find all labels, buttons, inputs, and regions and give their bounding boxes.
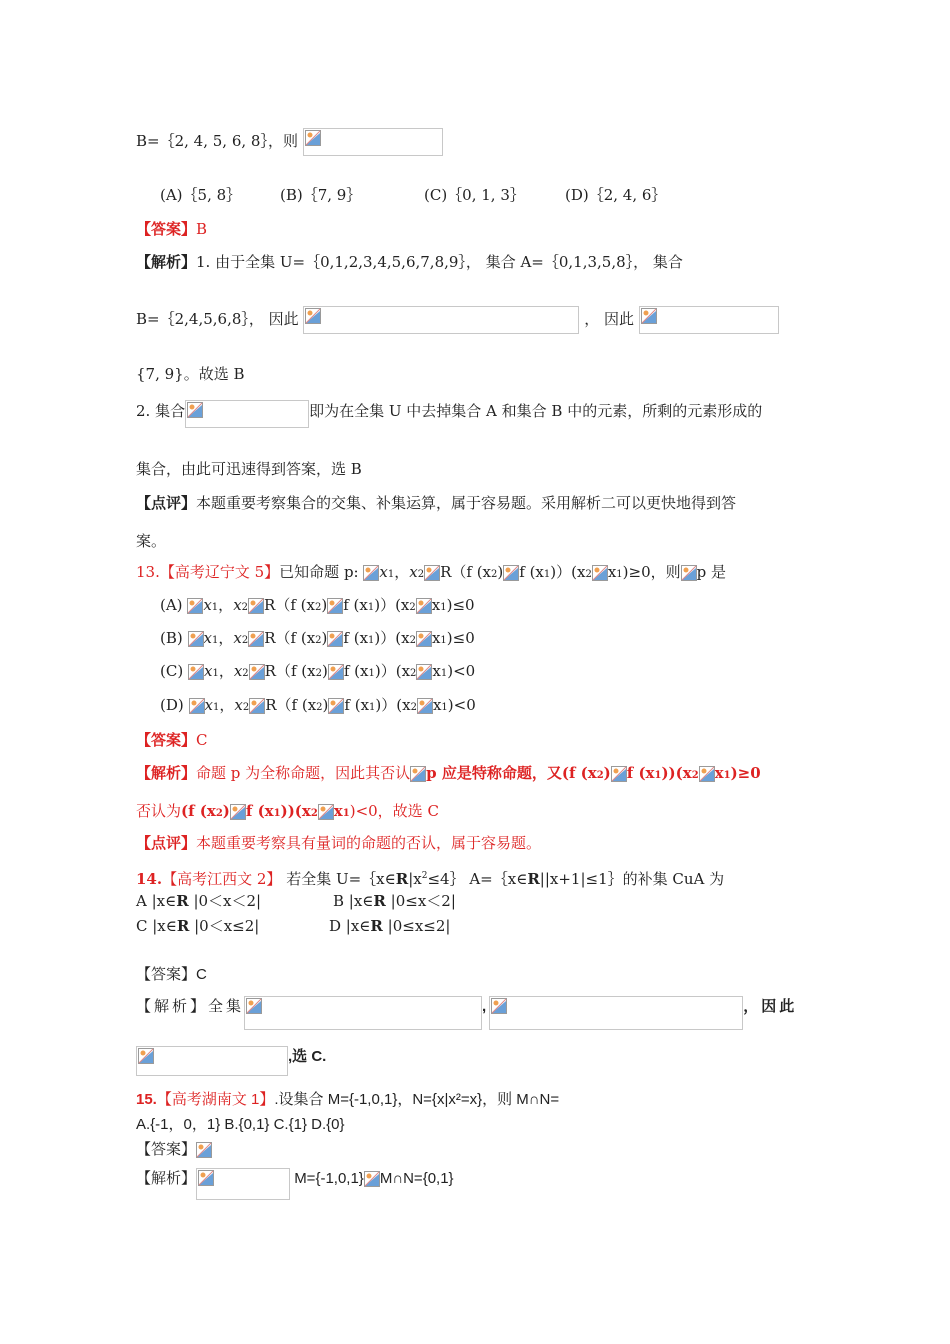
broken-image-icon <box>503 565 519 581</box>
broken-image-icon <box>196 1142 212 1158</box>
subscript: 1 <box>616 569 623 580</box>
expr: ) <box>321 629 328 647</box>
q14-option-a <box>136 890 261 912</box>
broken-image-icon <box>249 664 265 680</box>
broken-image-icon <box>491 998 507 1014</box>
set-r: R <box>527 870 540 888</box>
formula-image-placeholder <box>639 306 779 334</box>
expr: （f (x <box>275 596 315 614</box>
q13-analysis-1 <box>136 762 761 787</box>
formula-image-placeholder <box>303 306 579 334</box>
punct: ， <box>218 629 234 647</box>
q14-analysis <box>136 996 797 1030</box>
expr: ≥0，则 <box>628 563 681 581</box>
expr: ≤0 <box>452 596 475 614</box>
broken-image-icon <box>416 631 432 647</box>
subscript: 1 <box>367 602 375 613</box>
superscript: 2 <box>421 871 428 881</box>
expr: ) <box>321 596 328 614</box>
expr: f (x <box>519 563 544 581</box>
q13-answer <box>136 729 208 751</box>
q12-option-b: (B)｛7, 9｝ <box>280 186 362 204</box>
question-source: 【高考湖南文 1】 <box>156 1091 275 1108</box>
punct: ， <box>218 596 234 614</box>
analysis-text: ,选 C. <box>288 1048 327 1065</box>
expr: f (x <box>626 764 655 782</box>
broken-image-icon <box>198 1170 214 1186</box>
q14-answer <box>136 964 207 986</box>
set-r: R <box>176 892 189 910</box>
stem-text: ||x+1|≤1｝的补集 CuA 为 <box>539 870 725 888</box>
subscript: 1 <box>368 635 375 646</box>
answer-label: 【答案】 <box>136 1141 197 1158</box>
q13-option-a <box>160 594 475 619</box>
subscript: 1 <box>212 668 219 679</box>
option-label: (D) <box>160 696 184 714</box>
expr: x <box>333 802 343 820</box>
subscript: 1 <box>441 702 448 713</box>
stem-text: 若全集 U=｛x∈ <box>286 870 396 888</box>
expr: f (x <box>245 802 274 820</box>
punct: ， <box>394 563 410 581</box>
q14-stem <box>136 865 724 890</box>
broken-image-icon <box>410 766 426 782</box>
expr: f (x <box>343 662 369 680</box>
var-x: x <box>203 629 212 647</box>
q14-option-c <box>136 915 259 937</box>
subscript: 2 <box>596 770 604 781</box>
expr: )≥0 <box>730 764 761 782</box>
q12-analysis-p1 <box>136 251 683 273</box>
q13-option-b <box>160 627 475 652</box>
analysis-text: )<0，故选 C <box>349 802 439 820</box>
expr: (f (x <box>561 764 597 782</box>
subscript: 2 <box>310 808 318 819</box>
formula-image-placeholder <box>185 400 309 428</box>
comment-label: 【点评】 <box>136 834 197 852</box>
expr: ))(x <box>661 764 692 782</box>
var-x: x <box>432 662 441 680</box>
broken-image-icon <box>248 598 264 614</box>
broken-image-icon <box>187 598 203 614</box>
var-x: x <box>379 563 388 581</box>
expr: (f (x <box>181 802 216 820</box>
q13-comment <box>136 832 541 854</box>
expr: ) <box>446 629 453 647</box>
broken-image-icon <box>611 766 627 782</box>
set-r: R <box>440 563 452 581</box>
punct: ， <box>219 696 235 714</box>
subscript: 2 <box>315 635 322 646</box>
q12-set-b-text: B=｛2, 4, 5, 6, 8｝，则 <box>136 132 298 150</box>
expr: ) <box>497 563 504 581</box>
broken-image-icon <box>364 1171 380 1187</box>
q12-comment <box>136 492 736 514</box>
var-x: x <box>431 629 441 647</box>
var-x: x <box>234 696 243 714</box>
subscript: 2 <box>241 635 249 646</box>
expr: （f (x <box>275 629 316 647</box>
expr: ) <box>603 764 611 782</box>
broken-image-icon <box>188 631 204 647</box>
analysis-text: p 应是特称命题，又 <box>426 764 562 782</box>
subscript: 1 <box>273 808 281 819</box>
q12-analysis-2c: 集合，由此可迅速得到答案，选 B <box>136 460 362 478</box>
broken-image-icon <box>187 402 203 418</box>
expr: ) <box>447 696 454 714</box>
expr: f (x <box>344 696 370 714</box>
expr: ) <box>222 802 230 820</box>
option-text: |0＜x≤2| <box>189 917 260 935</box>
q13-stem <box>136 561 726 586</box>
analysis-label: 【解析】 <box>136 998 209 1015</box>
answer-label: 【答案】 <box>136 220 197 238</box>
subscript: 1 <box>212 702 220 713</box>
broken-image-icon <box>681 565 697 581</box>
broken-image-icon <box>327 598 343 614</box>
stem-text: |x <box>408 870 422 888</box>
set-r: R <box>176 917 190 935</box>
q15-stem <box>136 1089 559 1111</box>
analysis-text: ，因此 <box>743 998 798 1015</box>
broken-image-icon <box>305 130 321 146</box>
set-r: R <box>370 917 383 935</box>
broken-image-icon <box>424 565 440 581</box>
var-x: x <box>233 629 242 647</box>
broken-image-icon <box>417 698 433 714</box>
formula-image-placeholder <box>196 1168 290 1200</box>
subscript: 1 <box>654 770 662 781</box>
broken-image-icon <box>363 565 379 581</box>
broken-image-icon <box>189 698 205 714</box>
answer-value: B <box>196 220 208 238</box>
option-label: (C) <box>160 662 184 680</box>
expr: ))(x <box>280 802 311 820</box>
broken-image-icon <box>699 766 715 782</box>
stem-text: 已知命题 p: <box>279 563 364 581</box>
subscript: 2 <box>409 635 416 646</box>
question-number: 13. <box>136 563 160 581</box>
analysis-text: 即为在全集 U 中去掉集合 A 和集合 B 中的元素，所剩的元素形成的 <box>309 402 763 420</box>
subscript: 1 <box>369 702 376 713</box>
subscript: 2 <box>315 668 322 679</box>
var-x: x <box>203 596 212 614</box>
answer-label: 【答案】 <box>136 966 197 983</box>
subscript: 2 <box>417 569 425 580</box>
answer-value: C <box>196 731 208 749</box>
comment-text: 本题重要考察集合的交集、补集运算，属于容易题。采用解析二可以更快地得到答 <box>196 494 737 512</box>
subscript: 2 <box>242 702 250 713</box>
expr: （f (x <box>276 696 317 714</box>
broken-image-icon <box>416 664 432 680</box>
var-x: x <box>203 662 213 680</box>
analysis-label: 【解析】 <box>136 764 197 782</box>
var-x: x <box>431 596 441 614</box>
formula-image-placeholder <box>136 1046 288 1076</box>
subscript: 1 <box>543 569 551 580</box>
subscript: 1 <box>440 602 447 613</box>
var-x: x <box>233 662 243 680</box>
q12-comment-2: 案。 <box>136 532 167 550</box>
set-r: R <box>264 596 276 614</box>
expr: )）(x <box>374 629 410 647</box>
expr: <0 <box>453 696 476 714</box>
expr: ) <box>447 662 454 680</box>
q12-set-b-line <box>136 128 443 156</box>
q13-analysis-2 <box>136 800 439 825</box>
subscript: 2 <box>491 569 498 580</box>
q13-option-c <box>160 660 475 685</box>
subscript: 1 <box>342 808 350 819</box>
q12-option-d: (D)｛2, 4, 6｝ <box>565 186 667 204</box>
subscript: 1 <box>211 635 219 646</box>
subscript: 1 <box>723 770 731 781</box>
option-text: D |x∈ <box>329 917 371 935</box>
option-text: |0＜x＜2| <box>188 892 262 910</box>
q14-analysis-2 <box>136 1046 326 1076</box>
subscript: 2 <box>242 668 249 679</box>
var-x: x <box>432 696 442 714</box>
analysis-label: 【解析】 <box>136 1170 197 1187</box>
option-label: (A) <box>160 596 183 614</box>
expr: )）(x <box>375 696 411 714</box>
expr: ) <box>446 596 453 614</box>
analysis-label: 【解析】 <box>136 253 197 271</box>
option-text: A |x∈ <box>136 892 177 910</box>
var-x: x <box>409 563 418 581</box>
var-x: x <box>607 563 617 581</box>
expr: ≤0 <box>452 629 475 647</box>
broken-image-icon <box>249 698 265 714</box>
expr: ) <box>321 662 328 680</box>
analysis-text: 2. 集合 <box>136 402 186 420</box>
subscript: 2 <box>410 702 417 713</box>
punct: , <box>482 998 490 1015</box>
expr: x <box>714 764 724 782</box>
expr: ) <box>622 563 629 581</box>
subscript: 2 <box>314 602 322 613</box>
q12-analysis-2 <box>136 400 762 428</box>
stem-text: p 是 <box>696 563 727 581</box>
stem-text: ≤4｝ A=｛x∈ <box>427 870 528 888</box>
broken-image-icon <box>318 804 334 820</box>
broken-image-icon <box>138 1048 154 1064</box>
expr: f (x <box>343 629 369 647</box>
answer-value: C <box>196 966 207 983</box>
broken-image-icon <box>592 565 608 581</box>
broken-image-icon <box>327 631 343 647</box>
analysis-text: 1. 由于全集 U=｛0,1,2,3,4,5,6,7,8,9｝， 集合 A=｛0,1,3,5,8｝， 集合 <box>196 253 683 271</box>
expr: f (x <box>343 596 368 614</box>
subscript: 1 <box>387 569 395 580</box>
analysis-text: 全集 <box>208 998 245 1015</box>
broken-image-icon <box>230 804 246 820</box>
comment-label: 【点评】 <box>136 494 197 512</box>
q12-answer <box>136 218 207 240</box>
analysis-text: B=｛2,4,5,6,8｝， 因此 <box>136 310 299 328</box>
comment-text: 本题重要考察具有量词的命题的否认，属于容易题。 <box>196 834 542 852</box>
question-number: 14. <box>136 870 163 888</box>
q12-option-a: (A)｛5, 8｝ <box>160 186 242 204</box>
broken-image-icon <box>188 664 204 680</box>
var-x: x <box>233 596 242 614</box>
q15-answer <box>136 1139 212 1161</box>
option-text: |0≤x≤2| <box>382 917 451 935</box>
analysis-text: 命题 p 为全称命题，因此其否认 <box>196 764 411 782</box>
analysis-text: M={-1,0,1} <box>294 1170 364 1187</box>
var-x: x <box>204 696 213 714</box>
option-text: C |x∈ <box>136 917 177 935</box>
stem-text: .设集合 M={-1,0,1}，N={x|x²=x}，则 M∩N= <box>274 1091 560 1108</box>
broken-image-icon <box>416 598 432 614</box>
q15-analysis <box>136 1168 454 1200</box>
q14-option-b <box>333 890 456 912</box>
subscript: 1 <box>368 668 375 679</box>
analysis-text: 否认为 <box>136 802 182 820</box>
question-source: 【高考辽宁文 5】 <box>159 563 280 581</box>
subscript: 2 <box>691 770 699 781</box>
subscript: 2 <box>409 602 416 613</box>
q12-option-c: (C)｛0, 1, 3｝ <box>424 186 525 204</box>
formula-image-placeholder <box>303 128 443 156</box>
set-r: R <box>373 892 386 910</box>
analysis-text: M∩N={0,1} <box>379 1170 454 1187</box>
answer-label: 【答案】 <box>136 731 197 749</box>
broken-image-icon <box>641 308 657 324</box>
broken-image-icon <box>328 698 344 714</box>
subscript: 2 <box>215 808 223 819</box>
broken-image-icon <box>305 308 321 324</box>
q12-analysis-p3: {7, 9}。故选 B <box>136 365 245 383</box>
broken-image-icon <box>246 998 262 1014</box>
expr: )）(x <box>374 662 411 680</box>
expr: （f (x <box>451 563 492 581</box>
expr: )）(x <box>550 563 586 581</box>
set-r: R <box>264 629 276 647</box>
expr: <0 <box>453 662 476 680</box>
subscript: 2 <box>241 602 249 613</box>
q12-analysis-p2 <box>136 306 779 334</box>
subscript: 1 <box>440 668 448 679</box>
expr: （f (x <box>275 662 316 680</box>
subscript: 2 <box>585 569 592 580</box>
expr: )）(x <box>374 596 410 614</box>
formula-image-placeholder <box>244 996 482 1030</box>
q14-option-d <box>329 915 450 937</box>
subscript: 1 <box>211 602 219 613</box>
punct: ， <box>218 662 234 680</box>
option-text: |0≤x＜2| <box>385 892 456 910</box>
set-r: R <box>395 870 409 888</box>
formula-image-placeholder <box>489 996 743 1030</box>
set-r: R <box>265 696 277 714</box>
question-source: 【高考江西文 2】 <box>162 870 282 888</box>
question-number: 15. <box>136 1091 157 1108</box>
subscript: 1 <box>440 635 447 646</box>
broken-image-icon <box>248 631 264 647</box>
subscript: 2 <box>316 702 323 713</box>
analysis-text: ， 因此 <box>584 310 634 328</box>
broken-image-icon <box>328 664 344 680</box>
set-r: R <box>264 662 276 680</box>
q13-option-d <box>160 694 476 719</box>
option-label: (B) <box>160 629 183 647</box>
subscript: 2 <box>410 668 417 679</box>
expr: ) <box>322 696 329 714</box>
q15-options: A.{-1，0，1} B.{0,1} C.{1} D.{0} <box>136 1116 345 1133</box>
option-text: B |x∈ <box>333 892 374 910</box>
